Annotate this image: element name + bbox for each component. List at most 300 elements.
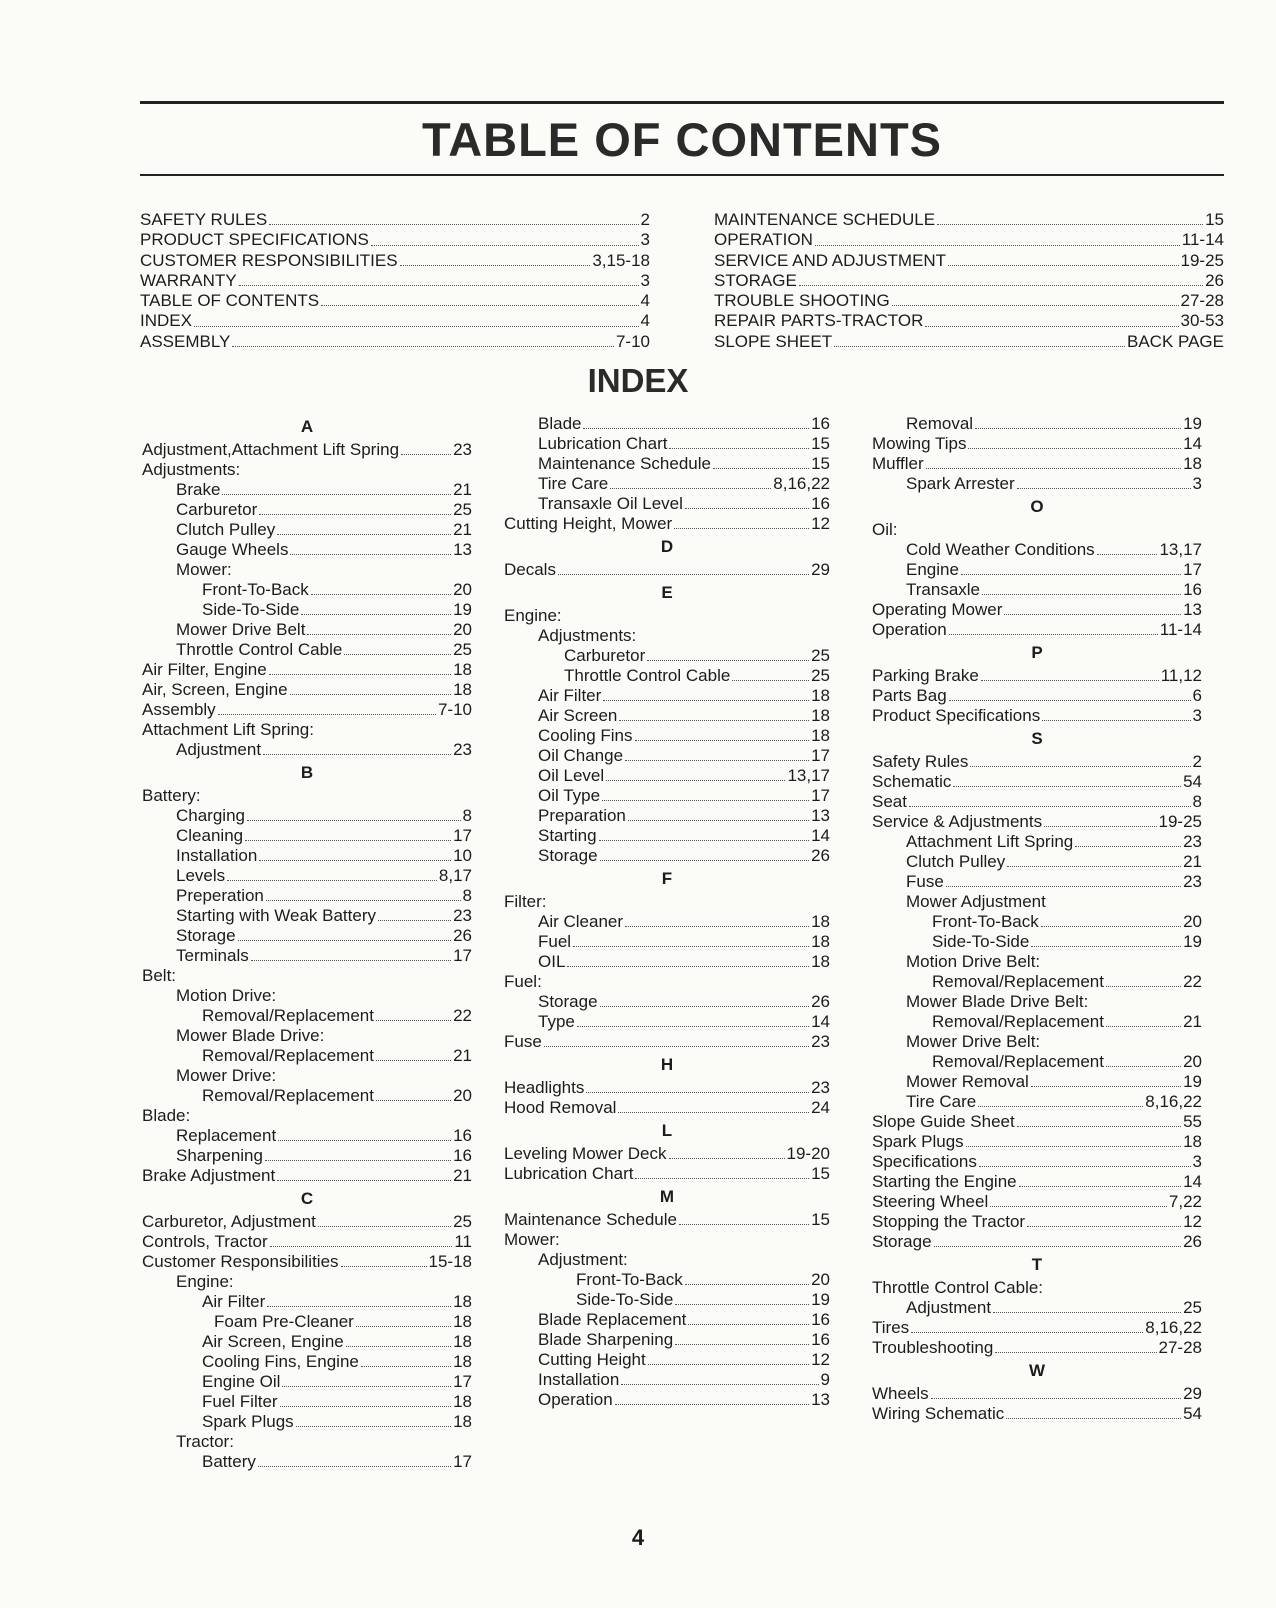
entry-label: Steering Wheel — [872, 1192, 989, 1211]
entry-page: 8,16,22 — [1145, 1318, 1202, 1337]
index-heading: Motion Drive Belt: — [906, 952, 1041, 971]
entry-page: 16 — [811, 414, 830, 433]
entry-page: 10 — [453, 846, 472, 865]
leader-dots — [269, 224, 638, 225]
toc-entry — [140, 311, 650, 331]
index-entry — [872, 706, 1202, 726]
entry-label: Troubleshooting — [872, 1338, 994, 1357]
entry-label: Blade — [538, 414, 582, 433]
entry-label: OIL — [538, 952, 566, 971]
index-entry — [872, 872, 1202, 892]
index-entry — [504, 1270, 830, 1290]
index-entry — [872, 1192, 1202, 1212]
index-entry — [872, 560, 1202, 580]
entry-label: Tire Care — [538, 474, 609, 493]
entry-page: 13,17 — [787, 766, 830, 785]
entry-label: Slope Guide Sheet — [872, 1112, 1015, 1131]
entry-label: Operation — [872, 620, 947, 639]
index-entry — [872, 752, 1202, 772]
leader-dots — [239, 285, 639, 286]
toc-entry — [714, 271, 1224, 291]
entry-page: 8,16,22 — [1145, 1092, 1202, 1111]
index-heading: Belt: — [142, 966, 177, 985]
index-entry — [142, 826, 472, 846]
entry-page: 21 — [453, 1046, 472, 1065]
leader-dots — [400, 265, 591, 266]
entry-label: Side-To-Side — [576, 1290, 674, 1309]
index-entry — [872, 932, 1202, 952]
entry-page: 25 — [453, 640, 472, 659]
entry-page: 23 — [811, 1032, 830, 1051]
leader-dots — [344, 654, 451, 655]
leader-dots — [978, 1106, 1143, 1107]
entry-page: 8 — [1192, 792, 1202, 811]
entry-page: 20 — [453, 620, 472, 639]
index-heading: Adjustment: — [538, 1250, 628, 1269]
entry-label: Spark Plugs — [202, 1412, 294, 1431]
entry-page: BACK PAGE — [1127, 331, 1224, 351]
leader-dots — [600, 1006, 810, 1007]
entry-label: Side-To-Side — [202, 600, 300, 619]
index-column-2 — [504, 414, 830, 1410]
index-letter-heading: T — [1031, 1255, 1043, 1274]
entry-label: Transaxle Oil Level — [538, 494, 683, 513]
entry-page: 13 — [811, 1390, 830, 1409]
leader-dots — [1106, 1066, 1181, 1067]
leader-dots — [1075, 846, 1181, 847]
leader-dots — [1017, 488, 1191, 489]
index-entry — [504, 1144, 830, 1164]
entry-label: Cleaning — [176, 826, 244, 845]
leader-dots — [949, 700, 1191, 701]
entry-page: 23 — [453, 740, 472, 759]
entry-label: Operation — [538, 1390, 613, 1409]
entry-page: 26 — [1205, 270, 1224, 290]
toc-entry — [140, 291, 650, 311]
leader-dots — [280, 1406, 452, 1407]
leader-dots — [577, 1026, 809, 1027]
entry-label: Tires — [872, 1318, 910, 1337]
entry-label: Carburetor — [564, 646, 646, 665]
entry-label: Maintenance Schedule — [538, 454, 711, 473]
entry-page: 18 — [453, 1312, 472, 1331]
index-entry — [142, 1252, 472, 1272]
entry-page: 27-28 — [1180, 291, 1224, 311]
leader-dots — [675, 1344, 809, 1345]
leader-dots — [218, 714, 436, 715]
leader-dots — [949, 634, 1158, 635]
entry-label: Removal/Replacement — [202, 1006, 374, 1025]
index-entry — [872, 1052, 1202, 1072]
entry-label: Air Filter — [538, 686, 602, 705]
index-column-1 — [142, 414, 472, 1472]
index-entry — [504, 646, 830, 666]
toc-entry — [714, 210, 1224, 230]
index-entry — [142, 540, 472, 560]
entry-label: Carburetor — [176, 500, 258, 519]
index-entry — [504, 560, 830, 580]
entry-label: Replacement — [176, 1126, 277, 1145]
index-entry — [142, 846, 472, 866]
entry-page: 17 — [1183, 560, 1202, 579]
entry-label: Attachment Lift Spring — [906, 832, 1074, 851]
index-entry — [872, 1172, 1202, 1192]
leader-dots — [267, 1306, 451, 1307]
entry-label: Oil Type — [538, 786, 601, 805]
leader-dots — [953, 786, 1181, 787]
entry-label: Fuel — [538, 932, 572, 951]
index-entry — [142, 1392, 472, 1412]
leader-dots — [318, 1226, 451, 1227]
entry-page: 7-10 — [615, 331, 650, 351]
entry-page: 29 — [1183, 1384, 1202, 1403]
index-entry — [872, 580, 1202, 600]
entry-label: ASSEMBLY — [140, 331, 231, 351]
entry-page: 25 — [811, 646, 830, 665]
entry-label: Charging — [176, 806, 245, 825]
index-entry — [504, 1390, 830, 1410]
index-heading: Tractor: — [176, 1432, 234, 1451]
index-entry — [142, 946, 472, 966]
leader-dots — [892, 305, 1179, 306]
leader-dots — [259, 514, 451, 515]
entry-page: 8 — [462, 886, 472, 905]
entry-page: 21 — [453, 480, 472, 499]
entry-label: Throttle Control Cable — [564, 666, 731, 685]
entry-page: 22 — [453, 1006, 472, 1025]
entry-label: Storage — [176, 926, 236, 945]
leader-dots — [606, 780, 785, 781]
entry-page: 14 — [811, 1012, 830, 1031]
entry-label: Air Screen — [538, 706, 618, 725]
entry-page: 3 — [640, 270, 650, 290]
index-entry — [142, 1212, 472, 1232]
leader-dots — [251, 960, 451, 961]
entry-label: Parts Bag — [872, 686, 947, 705]
entry-page: 11-14 — [1181, 230, 1224, 250]
index-entry — [872, 1318, 1202, 1338]
entry-label: Seat — [872, 792, 907, 811]
index-letter-heading: F — [661, 869, 673, 888]
entry-label: Air Screen, Engine — [202, 1332, 344, 1351]
entry-page: 21 — [1183, 852, 1202, 871]
entry-page: 14 — [1183, 1172, 1202, 1191]
index-entry — [872, 1152, 1202, 1172]
leader-dots — [1004, 614, 1181, 615]
leader-dots — [263, 754, 451, 755]
index-entry — [142, 1146, 472, 1166]
entry-label: Clutch Pulley — [906, 852, 1006, 871]
index-entry — [142, 500, 472, 520]
entry-page: 13 — [453, 540, 472, 559]
entry-label: Carburetor, Adjustment — [142, 1212, 316, 1231]
index-entry — [504, 1210, 830, 1230]
entry-page: 21 — [1183, 1012, 1202, 1031]
entry-page: 30-53 — [1180, 311, 1224, 331]
index-entry — [872, 1338, 1202, 1358]
index-letter-heading: S — [1031, 729, 1043, 748]
leader-dots — [648, 1364, 809, 1365]
entry-page: 19-25 — [1158, 812, 1202, 831]
entry-page: 16 — [1183, 580, 1202, 599]
leader-dots — [948, 265, 1178, 266]
entry-page: 12 — [1183, 1212, 1202, 1231]
toc-entry — [714, 251, 1224, 271]
entry-page: 18 — [453, 1392, 472, 1411]
leader-dots — [635, 740, 810, 741]
leader-dots — [222, 494, 451, 495]
page-number: 4 — [631, 1525, 645, 1550]
leader-dots — [259, 860, 451, 861]
leader-dots — [301, 614, 451, 615]
entry-page: 13 — [811, 806, 830, 825]
toc-entry — [140, 210, 650, 230]
index-heading: Mower Blade Drive Belt: — [906, 992, 1089, 1011]
leader-dots — [356, 1326, 451, 1327]
entry-label: Engine Oil — [202, 1372, 281, 1391]
entry-label: Air Filter, Engine — [142, 660, 267, 679]
leader-dots — [685, 508, 809, 509]
entry-page: 17 — [811, 746, 830, 765]
page-title: TABLE OF CONTENTS — [421, 113, 943, 166]
entry-label: Fuse — [504, 1032, 542, 1051]
leader-dots — [290, 694, 452, 695]
entry-page: 11 — [454, 1232, 472, 1251]
leader-dots — [615, 1404, 809, 1405]
top-rule — [140, 101, 1224, 104]
entry-page: 18 — [453, 1332, 472, 1351]
index-heading: Mower Blade Drive: — [176, 1026, 325, 1045]
index-entry — [504, 474, 830, 494]
entry-label: Front-To-Back — [932, 912, 1039, 931]
entry-label: Starting — [538, 826, 597, 845]
index-letter-heading: M — [659, 1187, 675, 1206]
entry-label: Installation — [538, 1370, 620, 1389]
leader-dots — [685, 1284, 809, 1285]
entry-label: Decals — [504, 560, 556, 579]
entry-page: 15 — [811, 1210, 830, 1229]
entry-label: Lubrication Chart — [538, 434, 668, 453]
leader-dots — [926, 468, 1181, 469]
index-entry — [142, 1232, 472, 1252]
leader-dots — [1027, 1226, 1181, 1227]
entry-label: Stopping the Tractor — [872, 1212, 1026, 1231]
entry-page: 13 — [1183, 600, 1202, 619]
entry-label: Adjustment — [906, 1298, 992, 1317]
entry-label: Storage — [538, 992, 598, 1011]
index-heading: Mower Drive Belt: — [906, 1032, 1041, 1051]
index-entry — [872, 454, 1202, 474]
index-entry — [872, 1212, 1202, 1232]
index-entry — [872, 912, 1202, 932]
index-entry — [504, 726, 830, 746]
entry-page: 14 — [811, 826, 830, 845]
leader-dots — [270, 1246, 453, 1247]
leader-dots — [619, 720, 809, 721]
entry-label: Safety Rules — [872, 752, 969, 771]
entry-label: Brake Adjustment — [142, 1166, 276, 1185]
index-entry — [504, 706, 830, 726]
leader-dots — [247, 820, 461, 821]
entry-label: Specifications — [872, 1152, 977, 1171]
entry-label: Cold Weather Conditions — [906, 540, 1095, 559]
index-entry — [872, 414, 1202, 434]
index-entry — [872, 832, 1202, 852]
entry-page: 2 — [1192, 752, 1202, 771]
entry-page: 19 — [453, 600, 472, 619]
entry-page: 14 — [1183, 434, 1202, 453]
index-entry — [872, 686, 1202, 706]
leader-dots — [573, 946, 809, 947]
entry-page: 3 — [1192, 1152, 1202, 1171]
entry-page: 18 — [453, 1352, 472, 1371]
entry-label: Foam Pre-Cleaner — [214, 1312, 354, 1331]
index-entry — [142, 1452, 472, 1472]
index-heading: Adjustments: — [142, 460, 241, 479]
index-entry — [142, 520, 472, 540]
index-entry — [504, 1098, 830, 1118]
entry-label: Transaxle — [906, 580, 981, 599]
leader-dots — [277, 1180, 451, 1181]
leader-dots — [1044, 826, 1156, 827]
leader-dots — [227, 880, 437, 881]
entry-page: 17 — [453, 1452, 472, 1471]
leader-dots — [911, 1332, 1143, 1333]
entry-label: Levels — [176, 866, 226, 885]
leader-dots — [610, 488, 771, 489]
entry-page: 54 — [1183, 1404, 1202, 1423]
entry-label: Parking Brake — [872, 666, 979, 685]
entry-page: 20 — [811, 1270, 830, 1289]
entry-page: 17 — [453, 826, 472, 845]
index-entry — [142, 640, 472, 660]
index-entry — [142, 660, 472, 680]
index-entry — [504, 454, 830, 474]
entry-label: Assembly — [142, 700, 216, 719]
entry-page: 18 — [811, 932, 830, 951]
leader-dots — [961, 574, 1181, 575]
leader-dots — [602, 800, 809, 801]
entry-label: Tire Care — [906, 1092, 977, 1111]
entry-page: 20 — [1183, 1052, 1202, 1071]
index-letter-heading: D — [660, 537, 674, 556]
index-entry — [504, 1078, 830, 1098]
leader-dots — [732, 680, 809, 681]
entry-page: 26 — [811, 846, 830, 865]
toc-entry — [140, 251, 650, 271]
index-entry — [872, 1092, 1202, 1112]
entry-page: 17 — [811, 786, 830, 805]
toc-column-left — [140, 210, 650, 352]
entry-label: Front-To-Back — [202, 580, 309, 599]
entry-page: 12 — [811, 514, 830, 533]
entry-label: Terminals — [176, 946, 249, 965]
entry-label: Mowing Tips — [872, 434, 967, 453]
entry-label: Service & Adjustments — [872, 812, 1043, 831]
leader-dots — [278, 1140, 451, 1141]
entry-label: INDEX — [140, 311, 192, 331]
leader-dots — [1041, 926, 1181, 927]
leader-dots — [669, 1158, 785, 1159]
index-entry — [142, 440, 472, 460]
index-entry — [142, 906, 472, 926]
entry-label: Storage — [538, 846, 598, 865]
entry-label: Removal/Replacement — [202, 1046, 374, 1065]
index-heading: Motion Drive: — [176, 986, 277, 1005]
leader-dots — [635, 1178, 809, 1179]
leader-dots — [232, 346, 614, 347]
entry-page: 15-18 — [428, 1252, 472, 1271]
index-entry — [872, 812, 1202, 832]
entry-page: 24 — [811, 1098, 830, 1117]
index-letter-heading: W — [1028, 1361, 1046, 1380]
leader-dots — [1031, 946, 1181, 947]
entry-label: Removal — [906, 414, 974, 433]
leader-dots — [269, 674, 451, 675]
leader-dots — [625, 760, 809, 761]
index-entry — [504, 1032, 830, 1052]
index-entry — [872, 852, 1202, 872]
index-column-3 — [872, 414, 1202, 1424]
index-entry — [504, 826, 830, 846]
entry-label: Lubrication Chart — [504, 1164, 634, 1183]
entry-page: 23 — [453, 906, 472, 925]
index-entry — [142, 620, 472, 640]
entry-page: 12 — [811, 1350, 830, 1369]
index-entry — [504, 1164, 830, 1184]
leader-dots — [1097, 554, 1158, 555]
leader-dots — [669, 448, 809, 449]
entry-page: 18 — [453, 680, 472, 699]
entry-label: REPAIR PARTS-TRACTOR — [714, 311, 924, 331]
entry-page: 23 — [1183, 872, 1202, 891]
leader-dots — [378, 920, 451, 921]
index-letter-heading: B — [300, 763, 314, 782]
entry-label: Front-To-Back — [576, 1270, 683, 1289]
index-letter-heading: C — [300, 1189, 314, 1208]
index-entry — [142, 1412, 472, 1432]
entry-label: Brake — [176, 480, 221, 499]
leader-dots — [558, 574, 809, 575]
toc-entry — [714, 230, 1224, 250]
index-entry — [872, 1132, 1202, 1152]
entry-page: 23 — [453, 440, 472, 459]
leader-dots — [599, 840, 809, 841]
entry-label: Installation — [176, 846, 258, 865]
leader-dots — [238, 940, 452, 941]
leader-dots — [290, 554, 451, 555]
index-heading: Engine: — [176, 1272, 234, 1291]
entry-label: Removal/Replacement — [932, 972, 1104, 991]
index-entry — [504, 846, 830, 866]
index-entry — [872, 1072, 1202, 1092]
entry-page: 26 — [453, 926, 472, 945]
leader-dots — [583, 428, 809, 429]
leader-dots — [282, 1386, 451, 1387]
entry-page: 19-20 — [786, 1144, 830, 1163]
index-heading: Throttle Control Cable: — [872, 1278, 1044, 1297]
leader-dots — [258, 1466, 451, 1467]
entry-page: 18 — [453, 1292, 472, 1311]
entry-page: 3 — [1192, 474, 1202, 493]
entry-label: Engine — [906, 560, 959, 579]
entry-page: 8 — [462, 806, 472, 825]
index-heading: Fuel: — [504, 972, 542, 991]
leader-dots — [1007, 866, 1181, 867]
entry-page: 29 — [811, 560, 830, 579]
leader-dots — [245, 840, 451, 841]
leader-dots — [346, 1346, 451, 1347]
